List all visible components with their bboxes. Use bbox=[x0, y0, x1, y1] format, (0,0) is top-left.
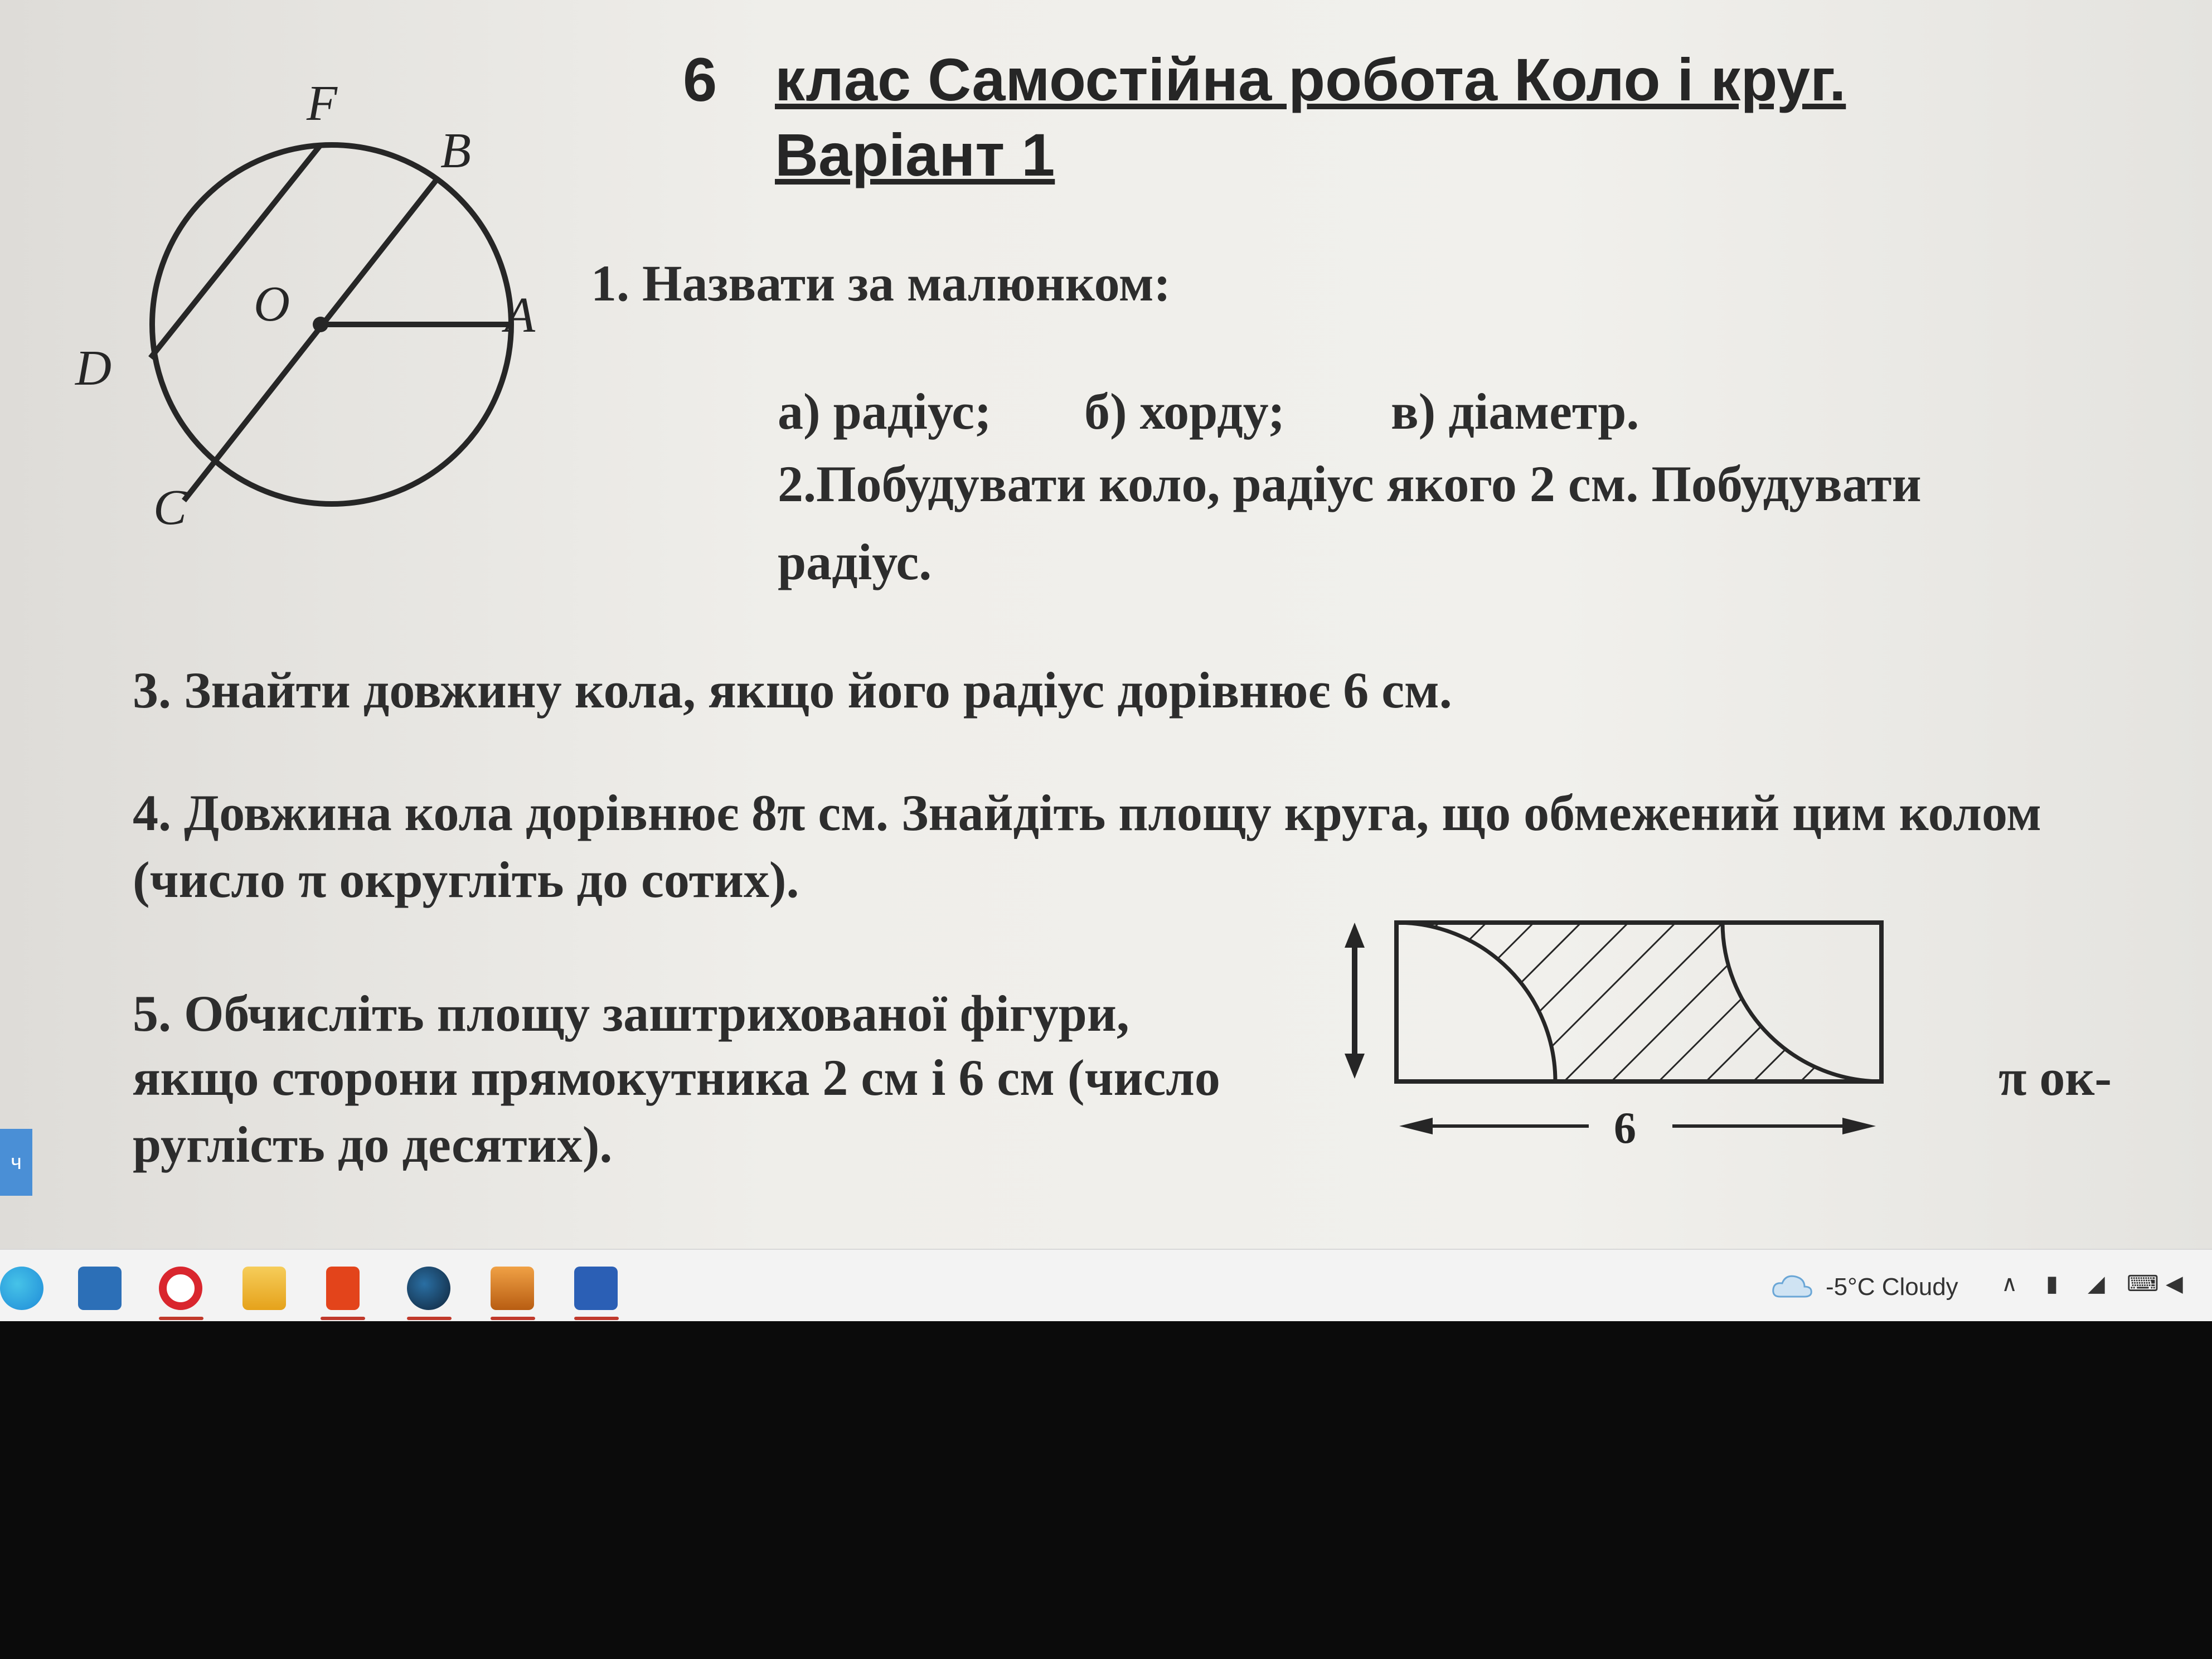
taskbar bbox=[0, 1249, 2212, 1321]
title-number: 6 bbox=[683, 46, 717, 114]
height-arrow-up bbox=[1345, 923, 1365, 948]
steam-icon[interactable] bbox=[407, 1267, 450, 1310]
opera-active-indicator bbox=[159, 1317, 203, 1320]
office-icon[interactable] bbox=[326, 1267, 360, 1310]
steam-active-indicator bbox=[407, 1317, 452, 1320]
task5-text-line2: якщо сторони прямокутника 2 см і 6 см (число bbox=[133, 1049, 1220, 1106]
store-icon[interactable] bbox=[78, 1267, 122, 1310]
task1-item-b: б) хорду; bbox=[1084, 383, 1286, 440]
task1-heading: 1. Назвати за малюнком: bbox=[591, 255, 1171, 312]
center-point-o bbox=[313, 317, 328, 332]
label-o: O bbox=[254, 276, 290, 332]
wifi-icon[interactable]: ◢ bbox=[2088, 1272, 2105, 1296]
word-active-indicator bbox=[574, 1317, 619, 1320]
width-label: 6 bbox=[1614, 1104, 1636, 1153]
hatched-region bbox=[1396, 923, 1881, 1081]
task4-text-line2: (число π округліть до сотих). bbox=[133, 851, 799, 908]
task5-text-line3: руглість до десятих). bbox=[133, 1116, 613, 1173]
label-b: B bbox=[440, 123, 471, 178]
weather-status[interactable]: -5°C Cloudy bbox=[1826, 1273, 1958, 1301]
task3-text: 3. Знайти довжину кола, якщо його радіус дорівнює 6 см. bbox=[133, 662, 1452, 719]
label-f: F bbox=[307, 76, 337, 131]
ime-icon[interactable]: ⌨ bbox=[2127, 1272, 2159, 1296]
task2-text-line2: радіус. bbox=[778, 533, 932, 590]
label-c: C bbox=[153, 480, 187, 535]
task1-item-a: а) радіус; bbox=[778, 383, 992, 440]
monitor-bezel bbox=[0, 1321, 2212, 1659]
microphone-icon[interactable]: ▮ bbox=[2046, 1272, 2059, 1296]
page-subtitle: Варіант 1 bbox=[775, 121, 1055, 188]
height-arrow-down bbox=[1345, 1054, 1365, 1079]
game-active-indicator bbox=[491, 1317, 535, 1320]
task5-pi-fragment: π ок- bbox=[1998, 1049, 2112, 1106]
office-active-indicator bbox=[321, 1317, 365, 1320]
rectangle-diagram bbox=[1327, 892, 1907, 1171]
left-edge-tab[interactable]: ч bbox=[0, 1129, 32, 1196]
file-explorer-icon[interactable] bbox=[242, 1267, 286, 1310]
opera-icon[interactable] bbox=[159, 1267, 202, 1310]
chord-fd bbox=[151, 145, 321, 358]
width-arrowhead-right bbox=[1842, 1118, 1876, 1134]
circle-diagram bbox=[67, 67, 569, 546]
task4-text-line1: 4. Довжина кола дорівнює 8π см. Знайдіть площу круга, що обмежений цим колом bbox=[133, 784, 2041, 841]
label-a: A bbox=[505, 288, 535, 343]
width-arrowhead-left bbox=[1399, 1118, 1433, 1134]
chevron-up-icon[interactable]: ∧ bbox=[2001, 1272, 2018, 1296]
task5-text-line1: 5. Обчисліть площу заштрихованої фігури, bbox=[133, 985, 1129, 1042]
word-icon[interactable] bbox=[574, 1267, 618, 1310]
game-icon[interactable] bbox=[491, 1267, 534, 1310]
label-d: D bbox=[75, 341, 111, 396]
cloud-icon[interactable] bbox=[1770, 1270, 1815, 1301]
task1-item-c: в) діаметр. bbox=[1391, 383, 1639, 440]
task2-text-line1: 2.Побудувати коло, радіус якого 2 см. Побудувати bbox=[778, 455, 1922, 512]
volume-icon[interactable]: ◀ bbox=[2166, 1272, 2183, 1296]
edge-icon[interactable] bbox=[0, 1267, 43, 1310]
diameter-bc bbox=[184, 178, 438, 501]
page-title: клас Самостійна робота Коло і круг. bbox=[775, 46, 1846, 113]
